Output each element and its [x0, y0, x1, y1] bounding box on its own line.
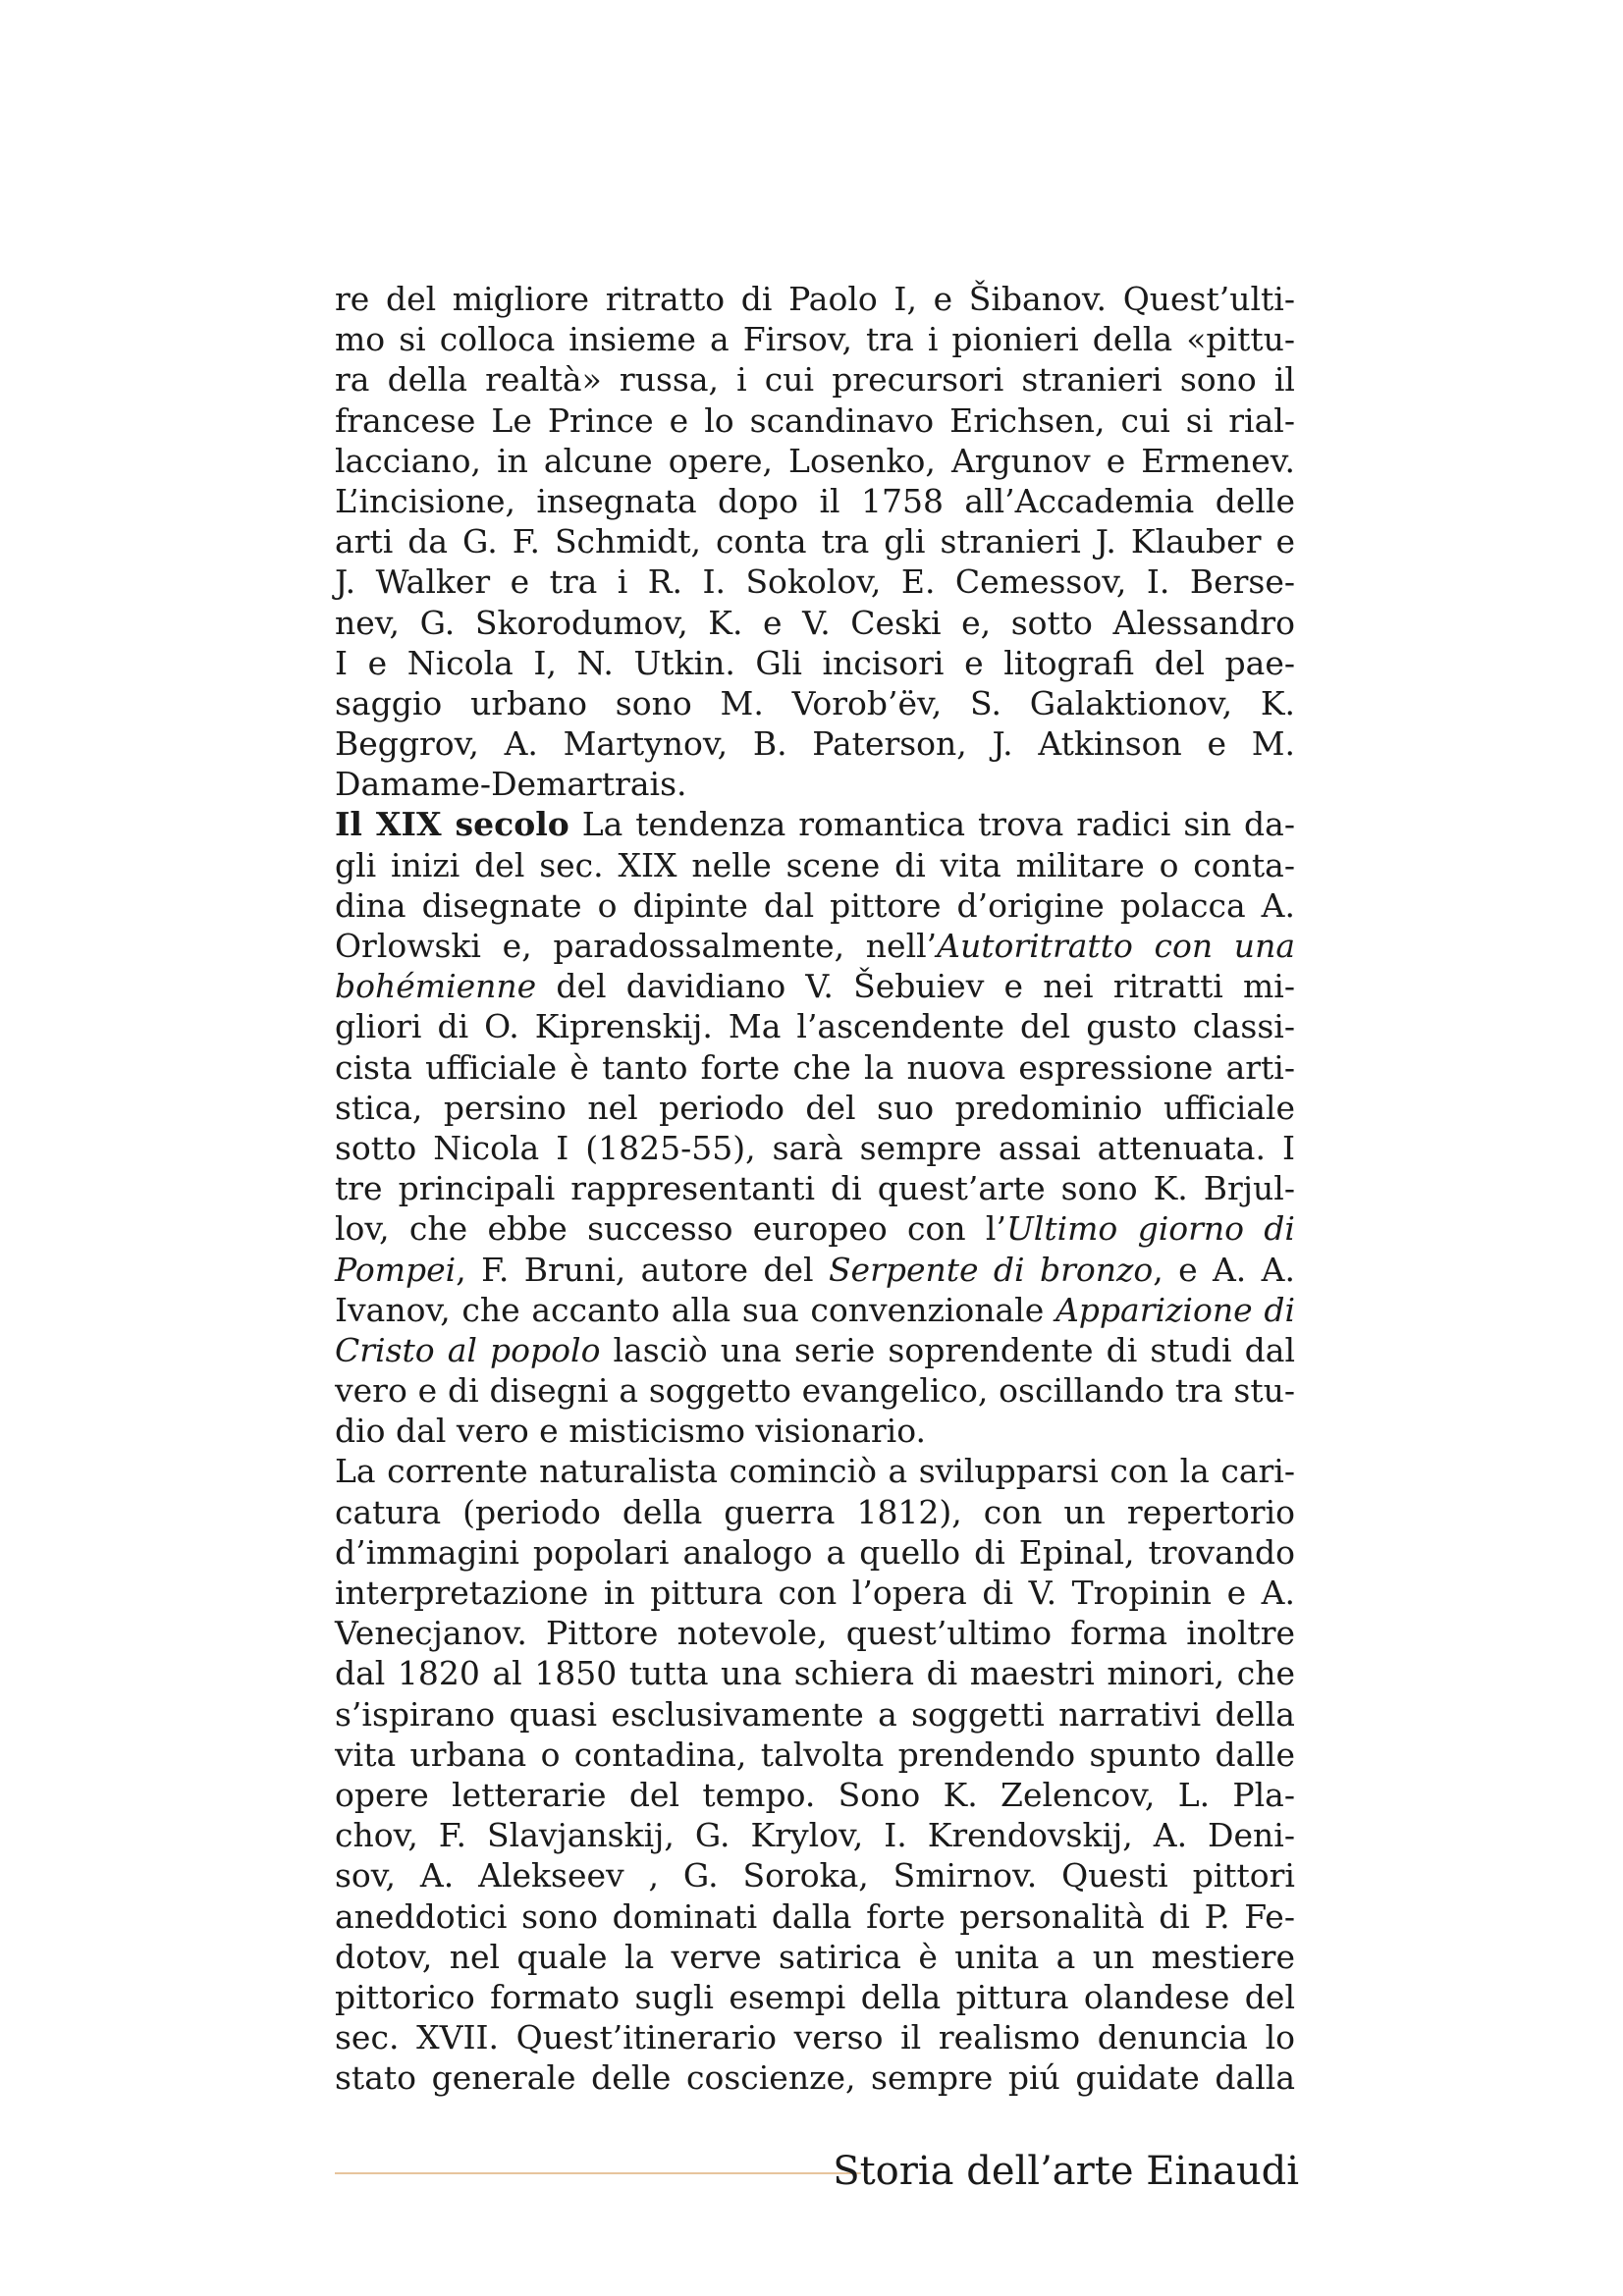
text-line	[335, 1330, 1295, 1370]
text-line	[335, 1088, 1295, 1128]
text-segment: d’immagini popolari analogo a quello di Epinal, trovando	[335, 1532, 1295, 1572]
text-segment: Ivanov, che accanto alla sua convenzionale	[335, 1290, 1055, 1329]
text-line	[335, 1855, 1295, 1896]
text-segment: francese Le Prince e lo scandinavo Erichsen, cui si rial-	[335, 400, 1295, 440]
text-segment: stica, persino nel periodo del suo predominio ufficiale	[335, 1088, 1295, 1127]
text-segment: dal 1820 al 1850 tutta una schiera di maestri minori, che	[335, 1654, 1295, 1693]
section-heading: Il XIX secolo	[335, 805, 569, 844]
text-line	[335, 1451, 1295, 1491]
artwork-title: Cristo al popolo	[335, 1330, 601, 1369]
artwork-title: Autoritratto con una	[937, 927, 1295, 965]
text-segment: pittorico formato sugli esempi della pittura olandese del	[335, 1977, 1295, 2016]
text-line	[335, 359, 1295, 400]
text-line	[335, 279, 1295, 319]
text-segment: , F. Bruni, autore del	[456, 1250, 829, 1289]
text-segment: La corrente naturalista cominciò a svilupparsi con la cari-	[335, 1452, 1295, 1491]
text-line	[335, 723, 1295, 764]
text-segment: lov, che ebbe successo europeo con l’	[335, 1209, 1006, 1249]
text-line	[335, 1128, 1295, 1168]
text-segment: Orlowski e, paradossalmente, nell’	[335, 927, 938, 965]
text-segment: , e A. A.	[1153, 1250, 1295, 1289]
text-line	[335, 1573, 1295, 1613]
text-line	[335, 1896, 1295, 1937]
text-segment: catura (periodo della guerra 1812), con un repertorio	[335, 1492, 1295, 1531]
text-line	[335, 885, 1295, 926]
footer-rule	[335, 2172, 861, 2174]
text-segment: Damame-Demartrais.	[335, 765, 687, 804]
text-segment: La tendenza romantica trova radici sin da-	[568, 805, 1295, 844]
text-segment: ra della realtà» russa, i cui precursori stranieri sono il	[335, 360, 1295, 400]
body-text	[335, 279, 1295, 2098]
text-line	[335, 400, 1295, 441]
text-segment: arti da G. F. Schmidt, conta tra gli stranieri J. Klauber e	[335, 522, 1295, 561]
text-line	[335, 1168, 1295, 1208]
text-segment: re del migliore ritratto di Paolo I, e Šibanov. Quest’ulti-	[335, 280, 1295, 318]
text-segment: vita urbana o contadina, talvolta prendendo spunto dalle	[335, 1735, 1295, 1774]
text-line	[335, 966, 1295, 1006]
text-segment: opere letterarie del tempo. Sono K. Zelencov, L. Pla-	[335, 1775, 1295, 1814]
text-segment: dotov, nel quale la verve satirica è unita a un mestiere	[335, 1937, 1295, 1976]
text-segment: sotto Nicola I (1825-55), sarà sempre assai attenuata. I	[335, 1128, 1295, 1167]
text-segment: sec. XVII. Quest’itinerario verso il realismo denuncia lo	[335, 2018, 1295, 2057]
text-segment: saggio urbano sono M. Vorob’ëv, S. Galaktionov, K.	[335, 683, 1295, 722]
text-line	[335, 1492, 1295, 1532]
text-line	[335, 1735, 1295, 1775]
text-segment: nev, G. Skorodumov, K. e V. Ceski e, sotto Alessandro	[335, 603, 1295, 642]
text-line	[335, 561, 1295, 602]
text-segment: interpretazione in pittura con l’opera di V. Tropinin e A.	[335, 1574, 1295, 1612]
text-line	[335, 1290, 1295, 1330]
text-segment: del davidiano V. Šebuiev e nei ritratti mi-	[536, 967, 1295, 1006]
text-segment: lasciò una serie soprendente di studi dal	[600, 1330, 1296, 1369]
text-segment: J. Walker e tra i R. I. Sokolov, E. Cemessov, I. Berse-	[335, 562, 1295, 602]
text-line	[335, 1815, 1295, 1855]
text-line	[335, 319, 1295, 359]
text-segment: I e Nicola I, N. Utkin. Gli incisori e litografi del pae-	[335, 643, 1295, 682]
text-line	[335, 926, 1295, 966]
text-line	[335, 1006, 1295, 1046]
text-line	[335, 845, 1295, 885]
text-line	[335, 1775, 1295, 1815]
text-segment: gli inizi del sec. XIX nelle scene di vita militare o conta-	[335, 845, 1295, 884]
text-line	[335, 683, 1295, 723]
text-line	[335, 1047, 1295, 1088]
text-line	[335, 2017, 1295, 2057]
text-line	[335, 1411, 1295, 1451]
text-line	[335, 1370, 1295, 1411]
text-segment: Venecjanov. Pittore notevole, quest’ultimo forma inoltre	[335, 1614, 1295, 1653]
text-segment: dina disegnate o dipinte dal pittore d’origine polacca A.	[335, 885, 1295, 925]
text-line	[335, 1937, 1295, 1977]
text-segment: sov, A. Alekseev , G. Soroka, Smirnov. Questi pittori	[335, 1856, 1295, 1896]
text-line	[335, 2057, 1295, 2098]
artwork-title: Serpente di bronzo	[828, 1250, 1154, 1289]
text-segment: dio dal vero e misticismo visionario.	[335, 1412, 927, 1451]
text-line	[335, 1250, 1295, 1290]
text-segment: cista ufficiale è tanto forte che la nuova espressione arti-	[335, 1047, 1295, 1087]
text-segment: Beggrov, A. Martynov, B. Paterson, J. Atkinson e M.	[335, 724, 1295, 764]
text-segment: L’incisione, insegnata dopo il 1758 all’Accademia delle	[335, 481, 1295, 520]
text-line	[335, 1694, 1295, 1735]
footer-title: Storia dell’arte Einaudi	[833, 2149, 1299, 2194]
text-line	[335, 1208, 1295, 1249]
artwork-title: bohémienne	[335, 967, 537, 1006]
text-line	[335, 1977, 1295, 2017]
text-segment: mo si colloca insieme a Firsov, tra i pionieri della «pittu-	[335, 320, 1295, 359]
artwork-title: Pompei	[335, 1250, 457, 1289]
text-line	[335, 1653, 1295, 1693]
text-segment: chov, F. Slavjanskij, G. Krylov, I. Krendovskij, A. Deni-	[335, 1816, 1295, 1855]
text-line	[335, 521, 1295, 561]
artwork-title: Apparizione di	[1055, 1290, 1295, 1329]
text-line	[335, 1613, 1295, 1653]
text-segment: s’ispirano quasi esclusivamente a soggetti narrativi della	[335, 1694, 1295, 1734]
text-line	[335, 603, 1295, 643]
artwork-title: Ultimo giorno di	[1005, 1209, 1295, 1249]
text-line	[335, 481, 1295, 521]
text-segment: stato generale delle coscienze, sempre piú guidate dalla	[335, 2058, 1295, 2098]
text-line	[335, 1532, 1295, 1573]
text-line	[335, 764, 1295, 804]
text-segment: vero e di disegni a soggetto evangelico, oscillando tra stu-	[335, 1371, 1295, 1411]
text-segment: lacciano, in alcune opere, Losenko, Argunov e Ermenev.	[335, 441, 1295, 480]
text-line	[335, 804, 1295, 844]
text-line	[335, 441, 1295, 481]
text-line	[335, 643, 1295, 683]
text-segment: aneddotici sono dominati dalla forte personalità di P. Fe-	[335, 1896, 1295, 1936]
text-segment: tre principali rappresentanti di quest’arte sono K. Brjul-	[335, 1169, 1295, 1208]
text-segment: gliori di O. Kiprenskij. Ma l’ascendente del gusto classi-	[335, 1007, 1295, 1046]
